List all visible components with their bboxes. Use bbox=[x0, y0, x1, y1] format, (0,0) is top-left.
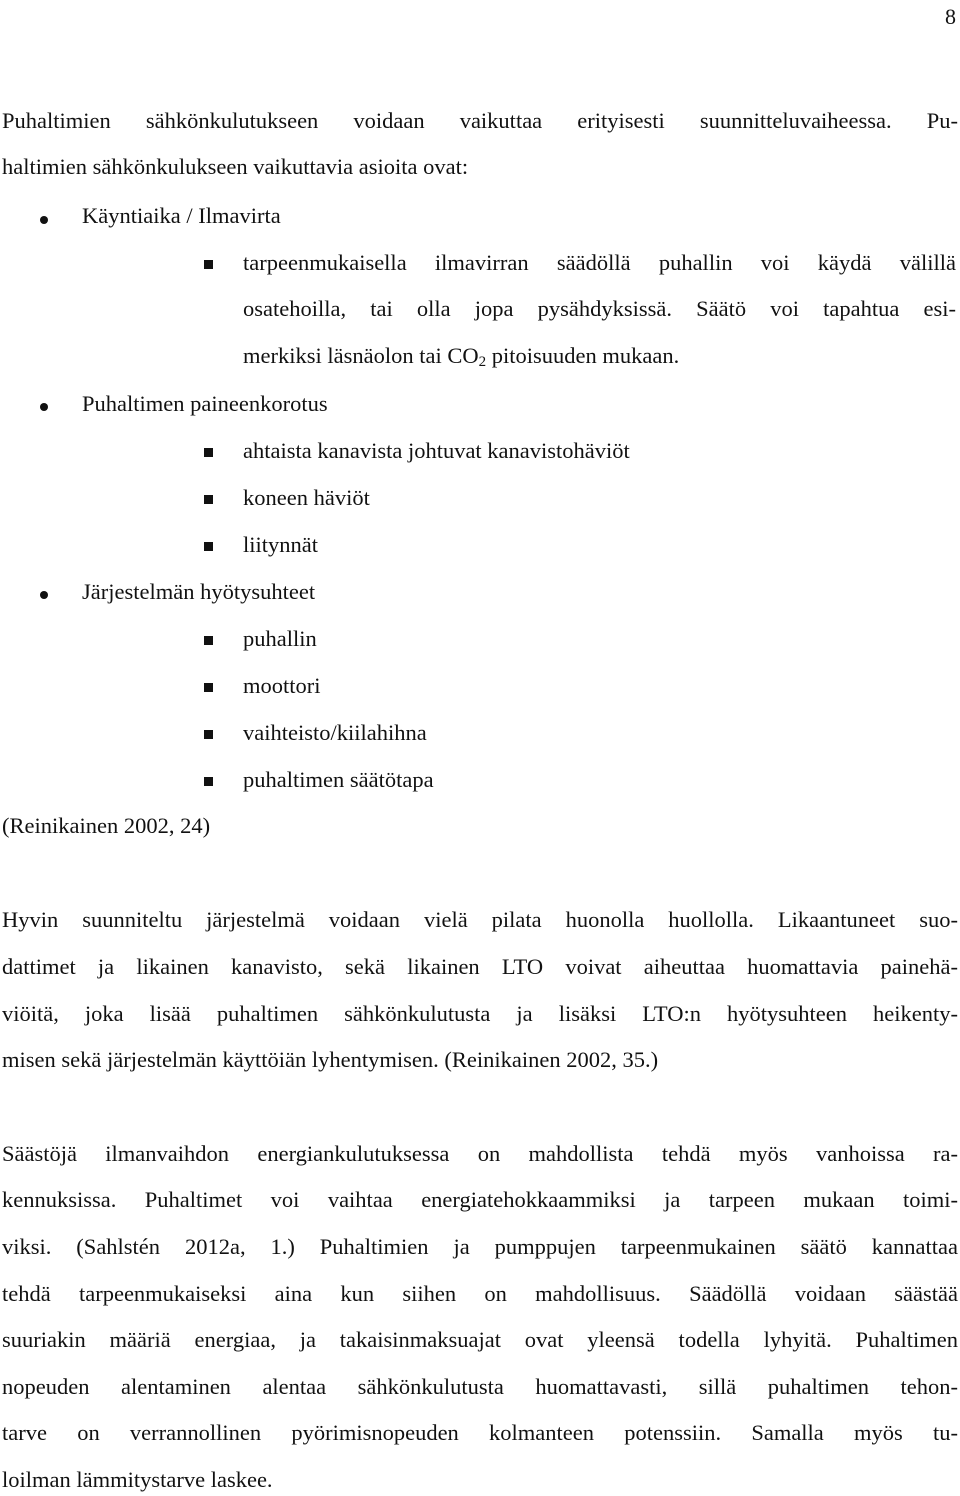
text-fragment: merkiksi läsnäolon tai CO bbox=[243, 343, 479, 368]
bullet-icon bbox=[40, 591, 48, 599]
list-item-label: Käyntiaika / Ilmavirta bbox=[82, 203, 281, 228]
square-bullet-icon bbox=[204, 448, 213, 457]
text-line: Hyvin suunniteltu järjestelmä voidaan vielä pilata huonolla huollolla. Likaantuneet suo- bbox=[2, 907, 958, 932]
text-line: haltimien sähkönkulukseen vaikuttavia asioita ovat: bbox=[2, 154, 469, 179]
bullet-icon bbox=[40, 403, 48, 411]
text-fragment: pitoisuuden mukaan. bbox=[486, 343, 680, 368]
text-line: viksi. (Sahlstén 2012a, 1.) Puhaltimien ja pumppujen tarpeenmukainen säätö kannattaa bbox=[2, 1234, 958, 1259]
text-line: nopeuden alentaminen alentaa sähkönkulutusta huomattavasti, sillä puhaltimen tehon- bbox=[2, 1374, 958, 1399]
square-bullet-icon bbox=[204, 542, 213, 551]
page-number: 8 bbox=[945, 4, 956, 29]
subscript: 2 bbox=[478, 354, 487, 370]
sub-item-text: moottori bbox=[243, 673, 321, 698]
sub-item-text: liitynnät bbox=[243, 532, 318, 557]
list-item-label: Puhaltimen paineenkorotus bbox=[82, 391, 328, 416]
square-bullet-icon bbox=[204, 777, 213, 786]
sub-item-text: ahtaista kanavista johtuvat kanavistohäviöt bbox=[243, 438, 630, 463]
sub-item-text: osatehoilla, tai olla jopa pysähdyksissä. Säätö voi tapahtua esi- bbox=[243, 296, 956, 321]
sub-item-text: koneen häviöt bbox=[243, 485, 370, 510]
text-line: misen sekä järjestelmän käyttöiän lyhentymisen. (Reinikainen 2002, 35.) bbox=[2, 1047, 659, 1072]
text-line: dattimet ja likainen kanavisto, sekä likainen LTO voivat aiheuttaa huomattavia painehä- bbox=[2, 954, 958, 979]
sub-item-text: vaihteisto/kiilahihna bbox=[243, 720, 427, 745]
square-bullet-icon bbox=[204, 636, 213, 645]
square-bullet-icon bbox=[204, 495, 213, 504]
text-line: kennuksissa. Puhaltimet voi vaihtaa energiatehokkaammiksi ja tarpeen mukaan toimi- bbox=[2, 1187, 958, 1212]
sub-item-text: puhaltimen säätötapa bbox=[243, 767, 434, 792]
square-bullet-icon bbox=[204, 683, 213, 692]
citation: (Reinikainen 2002, 24) bbox=[2, 813, 211, 838]
list-item-label: Järjestelmän hyötysuhteet bbox=[82, 579, 316, 604]
sub-item-text: puhallin bbox=[243, 626, 317, 651]
bullet-icon bbox=[40, 216, 48, 224]
sub-item-text: tarpeenmukaisella ilmavirran säädöllä puhallin voi käydä välillä bbox=[243, 250, 956, 275]
text-line: loilman lämmitystarve laskee. bbox=[2, 1467, 273, 1492]
text-line: tarve on verrannollinen pyörimisnopeuden kolmanteen potenssiin. Samalla myös tu- bbox=[2, 1420, 958, 1445]
text-line: tehdä tarpeenmukaiseksi aina kun siihen on mahdollisuus. Säädöllä voidaan säästää bbox=[2, 1281, 958, 1306]
text-line: suuriakin määriä energiaa, ja takaisinmaksuajat ovat yleensä todella lyhyitä. Puhaltimen bbox=[2, 1327, 958, 1352]
square-bullet-icon bbox=[204, 260, 213, 269]
text-line: viöitä, joka lisää puhaltimen sähkönkulutusta ja lisäksi LTO:n hyötysuhteen heikenty- bbox=[2, 1001, 958, 1026]
square-bullet-icon bbox=[204, 730, 213, 739]
text-line: Puhaltimien sähkönkulutukseen voidaan vaikuttaa erityisesti suunnitteluvaiheessa. Pu- bbox=[2, 108, 958, 133]
text-line: Säästöjä ilmanvaihdon energiankulutuksessa on mahdollista tehdä myös vanhoissa ra- bbox=[2, 1141, 958, 1166]
sub-item-text bbox=[243, 343, 679, 371]
